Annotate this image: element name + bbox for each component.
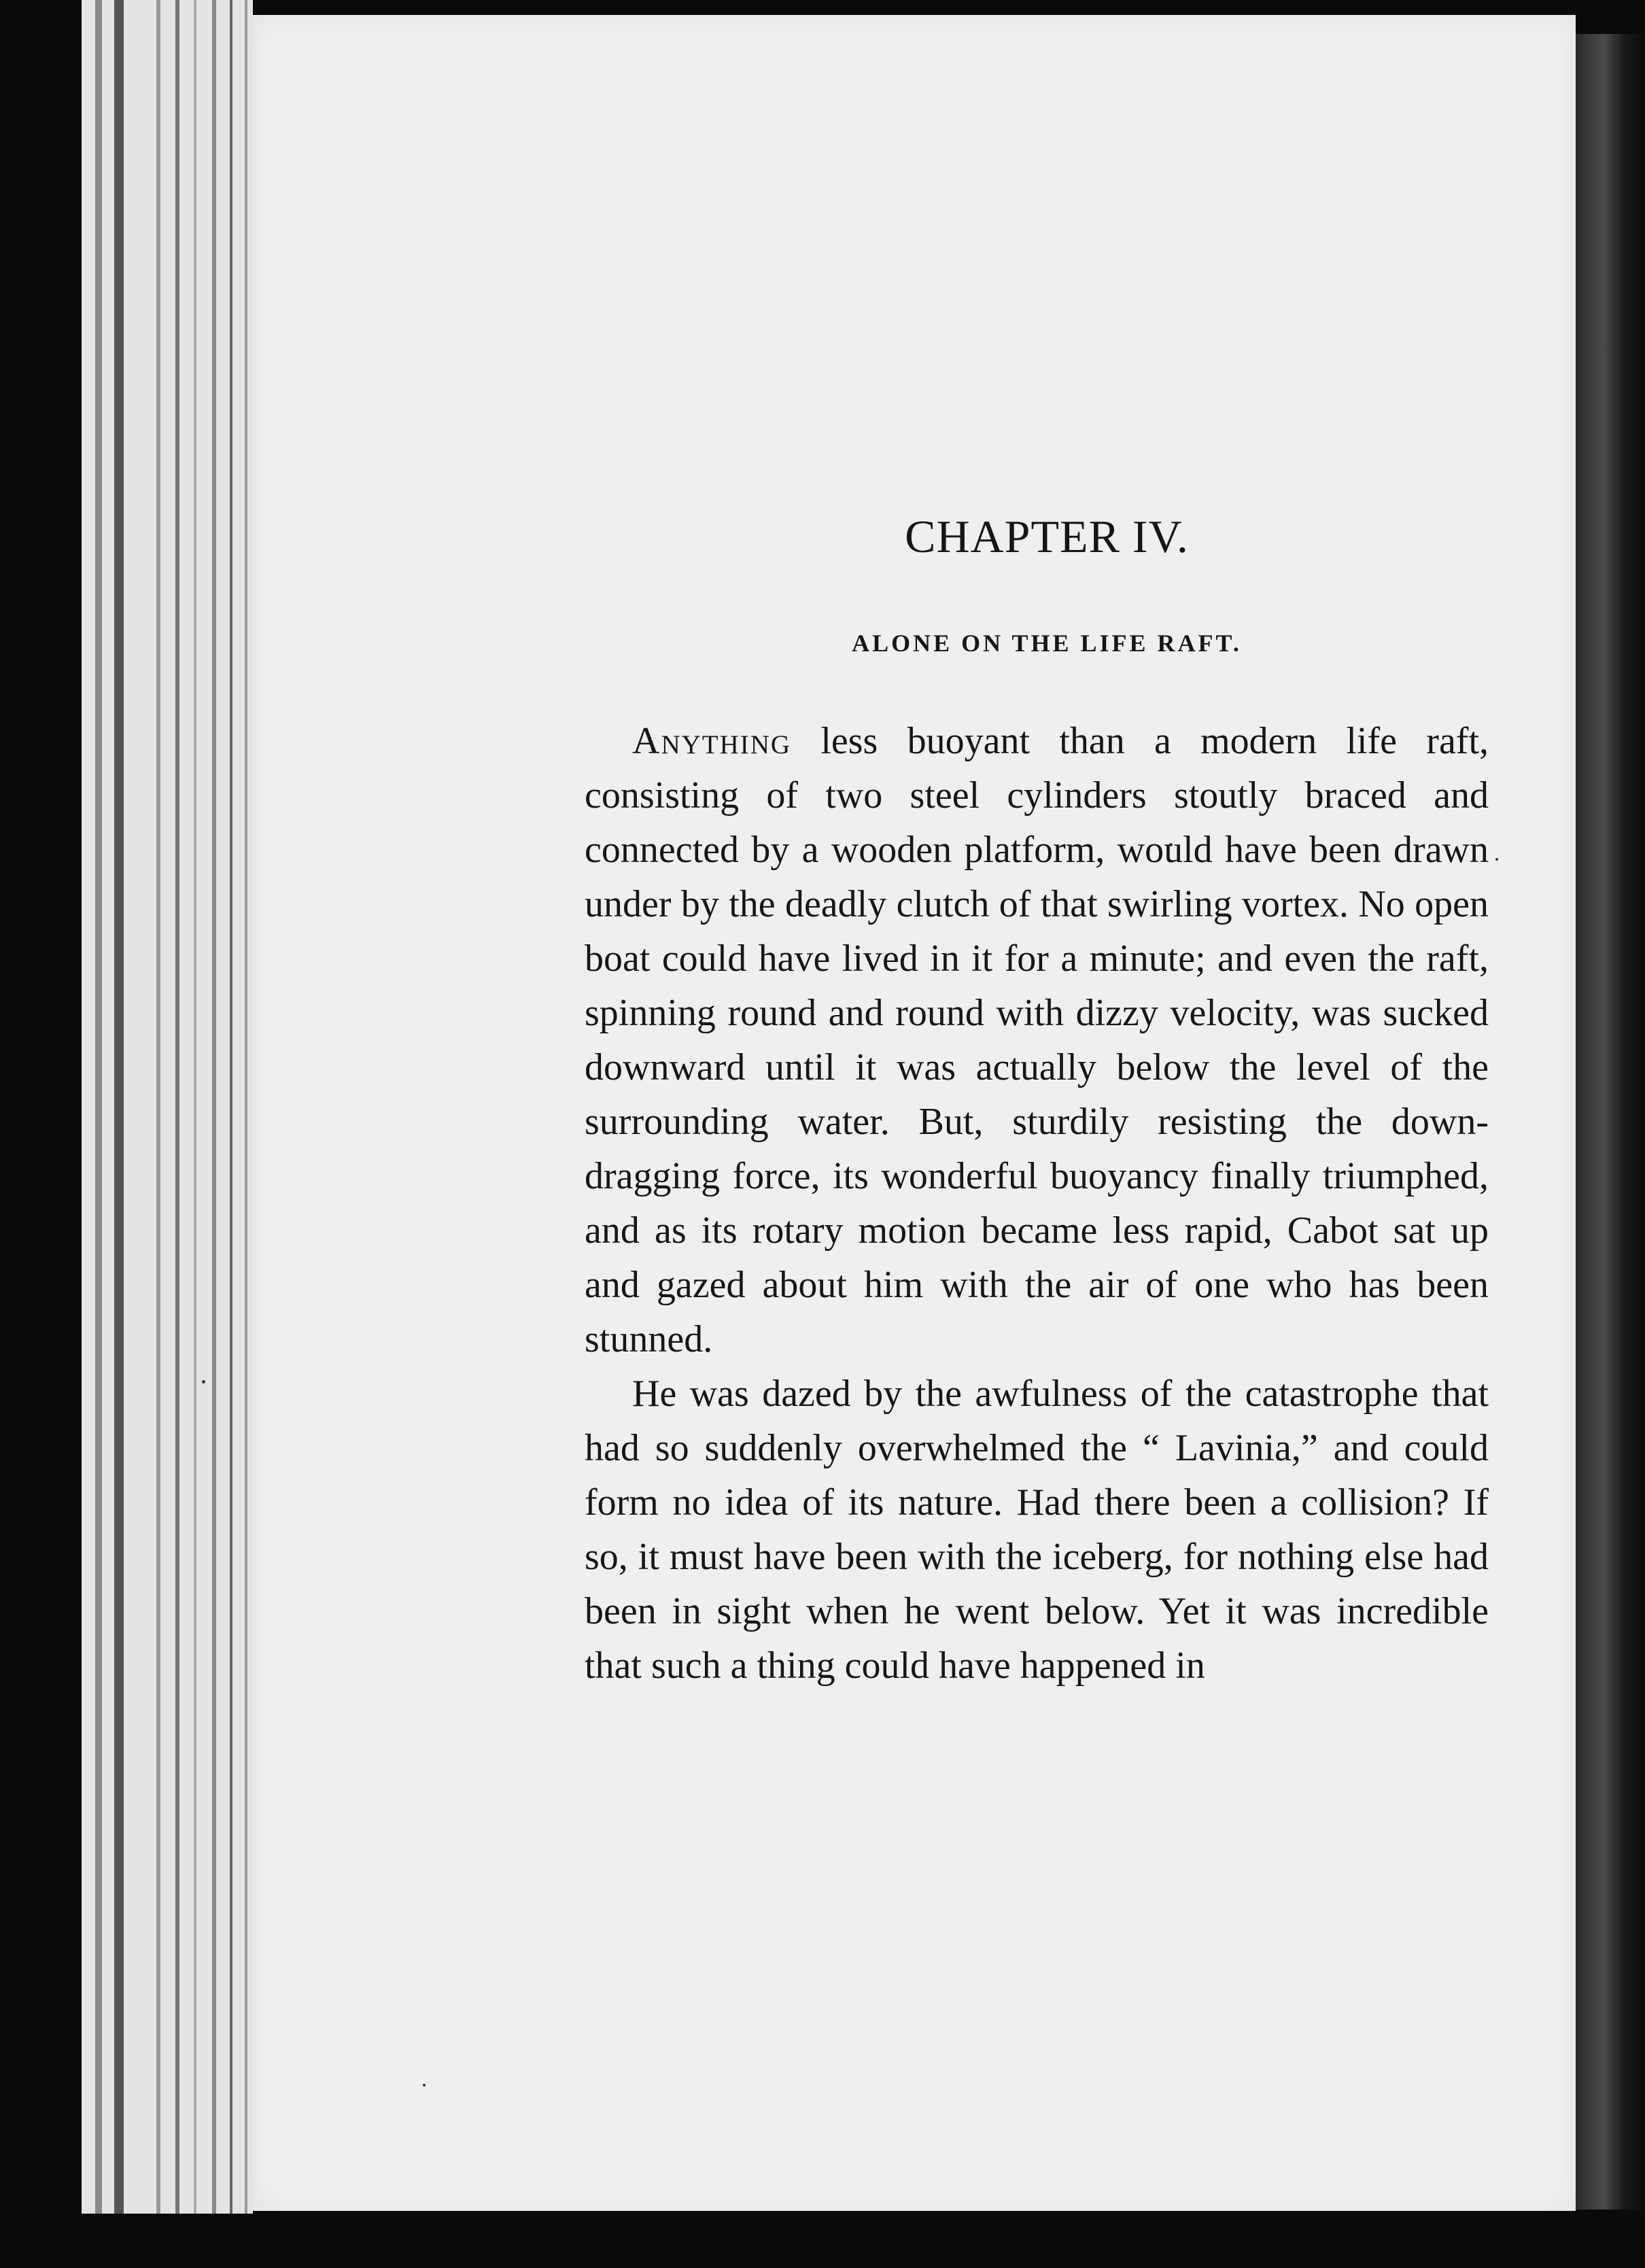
scan-bottom-border bbox=[0, 2214, 1645, 2268]
page-edge-line bbox=[194, 0, 196, 2214]
chapter-body bbox=[585, 714, 1489, 1693]
page-edge-line bbox=[175, 0, 179, 2214]
paragraph-lead-word: Anything bbox=[632, 720, 792, 762]
scan-speck bbox=[1495, 858, 1498, 861]
page-edge-stack bbox=[82, 0, 253, 2220]
scan-speck bbox=[202, 1380, 205, 1384]
page-edge-line bbox=[114, 0, 124, 2214]
page-edge-line bbox=[156, 0, 160, 2214]
paragraph bbox=[585, 714, 1489, 1367]
page-gutter-shadow bbox=[1576, 34, 1645, 2210]
chapter-subtitle: ALONE ON THE LIFE RAFT. bbox=[852, 630, 1242, 657]
page-edge-line bbox=[95, 0, 102, 2214]
page-edge-line bbox=[230, 0, 232, 2214]
paragraph-text: He was dazed by the awfulness of the catastrophe that had so suddenly overwhelmed the “ Lavinia,” and could form no idea of its nature. Had there been a collision? If so, it must have been with the iceberg, for nothing else had been in sight when he went below. Yet it was incredible that such a thing could have happened in bbox=[585, 1373, 1489, 1687]
page-edge-line bbox=[212, 0, 216, 2214]
paragraph-text: less buoyant than a modern life raft, consisting of two steel cylinders stoutly braced and connected by a wooden platform, would have been drawn under by the deadly clutch of that swirling vortex. No open boat could have lived in it for a minute; and even the raft, spinning round and round with dizzy velocity, was sucked downward until it was actually below the level of the surrounding water. But, sturdily resisting the down-dragging force, its wonderful buoyancy finally triumphed, and as its rotary motion became less rapid, Cabot sat up and gazed about him with the air of one who has been stunned. bbox=[585, 720, 1489, 1360]
scan-speck bbox=[423, 2084, 426, 2086]
page-edge-line bbox=[245, 0, 247, 2214]
chapter-title: CHAPTER IV. bbox=[905, 511, 1189, 562]
paragraph bbox=[585, 1367, 1489, 1693]
